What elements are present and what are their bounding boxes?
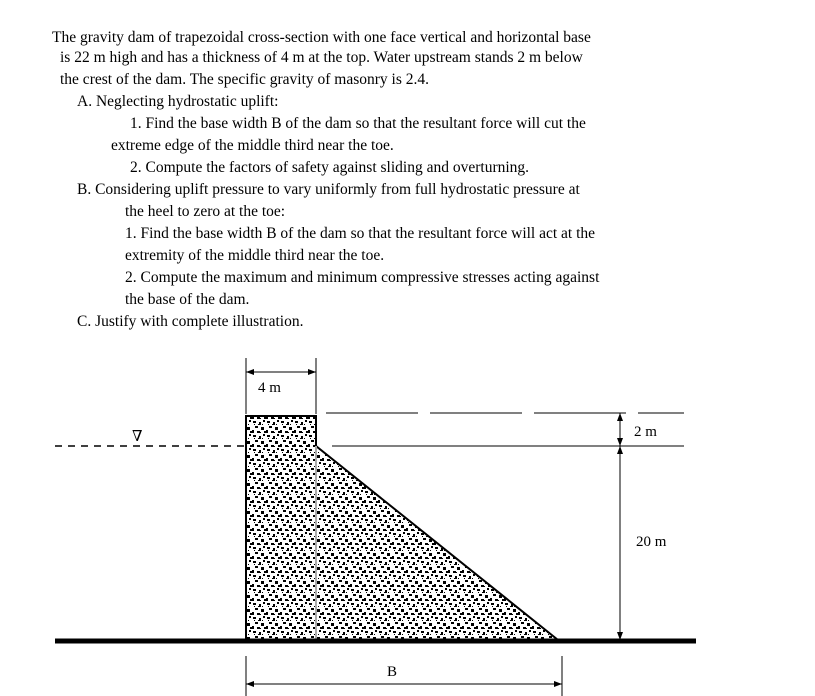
freeboard-label: 2 m [634,424,657,440]
water-surface-symbol: ∇ [132,429,143,445]
part-b-subtitle: the heel to zero at the toe: [125,203,286,220]
intro-line-3: the crest of the dam. The specific gravity of masonry is 2.4. [60,71,430,88]
top-width-arrow-left [246,369,254,375]
freeboard-arrow-bottom [617,438,623,446]
part-c-title: C. Justify with complete illustration. [77,313,304,330]
base-arrow-right [554,681,562,687]
part-b-title: B. Considering uplift pressure to vary uniformly from full hydrostatic pressure at [77,181,580,198]
top-width-label: 4 m [258,380,281,396]
part-a-item1-line2: extreme edge of the middle third near the toe. [111,137,394,154]
depth-arrow-top [617,446,623,454]
intro-line-1: The gravity dam of trapezoidal cross-section with one face vertical and horizontal base [52,29,591,46]
part-b-item1-line2: extremity of the middle third near the toe. [125,247,385,264]
part-b-item1-line1: 1. Find the base width B of the dam so that the resultant force will act at the [125,225,596,242]
top-width-arrow-right [308,369,316,375]
part-a-item1-line1: 1. Find the base width B of the dam so that the resultant force will cut the [130,115,586,132]
part-b-item2-line1: 2. Compute the maximum and minimum compressive stresses acting against [125,269,600,286]
part-a-title: A. Neglecting hydrostatic uplift: [77,93,279,110]
water-depth-label: 20 m [636,534,667,550]
freeboard-arrow-top [617,413,623,421]
part-b-item2-line2: the base of the dam. [125,291,250,308]
base-width-label: B [387,664,398,680]
dam-cross-section [246,416,558,640]
intro-line-2: is 22 m high and has a thickness of 4 m at the top. Water upstream stands 2 m below [60,49,583,66]
base-arrow-left [246,681,254,687]
part-a-item2: 2. Compute the factors of safety against sliding and overturning. [130,159,530,176]
